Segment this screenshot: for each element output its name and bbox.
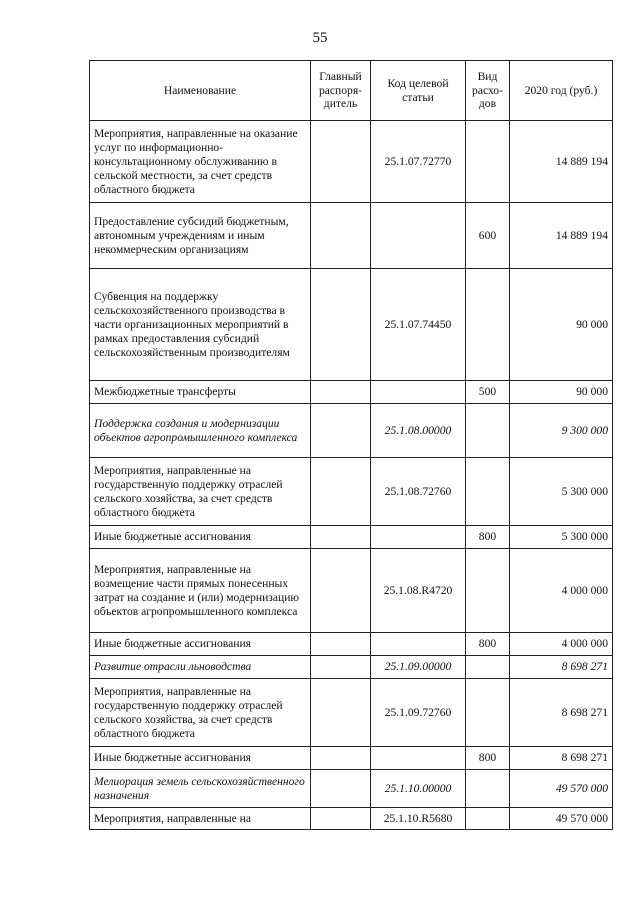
row-code — [371, 633, 466, 656]
row-type — [466, 679, 510, 747]
row-sum: 4 000 000 — [510, 549, 613, 633]
row-admin — [311, 203, 371, 269]
row-name: Иные бюджетные ассигнования — [90, 526, 311, 549]
row-admin — [311, 656, 371, 679]
row-type — [466, 656, 510, 679]
row-code: 25.1.07.74450 — [371, 269, 466, 381]
row-admin — [311, 269, 371, 381]
table-row — [90, 808, 613, 830]
row-type: 600 — [466, 203, 510, 269]
budget-table — [89, 60, 613, 830]
table-row — [90, 526, 613, 549]
row-type: 800 — [466, 747, 510, 770]
row-admin — [311, 121, 371, 203]
table-header-row — [90, 61, 613, 121]
header-name: Наименование — [90, 61, 311, 121]
row-type — [466, 404, 510, 458]
row-admin — [311, 747, 371, 770]
row-sum: 5 300 000 — [510, 458, 613, 526]
table-row — [90, 458, 613, 526]
row-code: 25.1.08.00000 — [371, 404, 466, 458]
row-name: Мелиорация земель сельскохозяйственного назначения — [90, 770, 311, 808]
row-name: Иные бюджетные ассигнования — [90, 633, 311, 656]
row-sum: 9 300 000 — [510, 404, 613, 458]
row-admin — [311, 526, 371, 549]
row-sum: 90 000 — [510, 269, 613, 381]
row-type: 800 — [466, 526, 510, 549]
row-type — [466, 770, 510, 808]
header-admin: Главный распоря-дитель — [311, 61, 371, 121]
row-type — [466, 121, 510, 203]
row-code: 25.1.10.R5680 — [371, 808, 466, 830]
row-code: 25.1.09.72760 — [371, 679, 466, 747]
table-row — [90, 770, 613, 808]
header-code: Код целевой статьи — [371, 61, 466, 121]
page-number: 55 — [312, 30, 328, 46]
row-sum: 8 698 271 — [510, 679, 613, 747]
row-name: Мероприятия, направленные на — [90, 808, 311, 830]
row-sum: 14 889 194 — [510, 121, 613, 203]
row-admin — [311, 679, 371, 747]
row-admin — [311, 381, 371, 404]
row-name: Мероприятия, направленные на государственную поддержку отраслей сельского хозяйства, за счет средств областного бюджета — [90, 458, 311, 526]
row-admin — [311, 808, 371, 830]
row-sum: 4 000 000 — [510, 633, 613, 656]
row-type — [466, 269, 510, 381]
row-type — [466, 549, 510, 633]
table-row — [90, 656, 613, 679]
row-name: Развитие отрасли льноводства — [90, 656, 311, 679]
row-code: 25.1.10.00000 — [371, 770, 466, 808]
row-code — [371, 381, 466, 404]
row-code: 25.1.09.00000 — [371, 656, 466, 679]
row-name: Предоставление субсидий бюджетным, автономным учреждениям и иным некоммерческим организациям — [90, 203, 311, 269]
row-name: Мероприятия, направленные на возмещение части прямых понесенных затрат на создание и (или) модернизацию объектов агропромышленного комплекса — [90, 549, 311, 633]
table-row — [90, 269, 613, 381]
table-row — [90, 633, 613, 656]
row-sum: 14 889 194 — [510, 203, 613, 269]
row-admin — [311, 633, 371, 656]
row-sum: 49 570 000 — [510, 770, 613, 808]
row-type: 800 — [466, 633, 510, 656]
row-code: 25.1.08.72760 — [371, 458, 466, 526]
row-type — [466, 458, 510, 526]
row-type: 500 — [466, 381, 510, 404]
row-code: 25.1.07.72770 — [371, 121, 466, 203]
row-name: Мероприятия, направленные на оказание услуг по информационно-консультационному обслуживанию в сельской местности, за счет средств областного бюджета — [90, 121, 311, 203]
row-type — [466, 808, 510, 830]
table-row — [90, 203, 613, 269]
row-name: Субвенция на поддержку сельскохозяйственного производства в части организационных мероприятий в рамках предоставления субсидий сельскохозяйственным производителям — [90, 269, 311, 381]
header-sum: 2020 год (руб.) — [510, 61, 613, 121]
row-name: Межбюджетные трансферты — [90, 381, 311, 404]
row-code — [371, 526, 466, 549]
row-code — [371, 203, 466, 269]
table-row — [90, 381, 613, 404]
row-code: 25.1.08.R4720 — [371, 549, 466, 633]
table-row — [90, 121, 613, 203]
row-name: Иные бюджетные ассигнования — [90, 747, 311, 770]
row-admin — [311, 549, 371, 633]
row-admin — [311, 458, 371, 526]
table-row — [90, 404, 613, 458]
header-type: Вид расхо-дов — [466, 61, 510, 121]
row-admin — [311, 770, 371, 808]
row-admin — [311, 404, 371, 458]
row-code — [371, 747, 466, 770]
row-sum: 90 000 — [510, 381, 613, 404]
row-sum: 8 698 271 — [510, 747, 613, 770]
row-sum: 5 300 000 — [510, 526, 613, 549]
row-name: Мероприятия, направленные на государственную поддержку отраслей сельского хозяйства, за счет средств областного бюджета — [90, 679, 311, 747]
table-row — [90, 747, 613, 770]
row-sum: 49 570 000 — [510, 808, 613, 830]
row-name: Поддержка создания и модернизации объектов агропромышленного комплекса — [90, 404, 311, 458]
row-sum: 8 698 271 — [510, 656, 613, 679]
table-row — [90, 679, 613, 747]
table-row — [90, 549, 613, 633]
